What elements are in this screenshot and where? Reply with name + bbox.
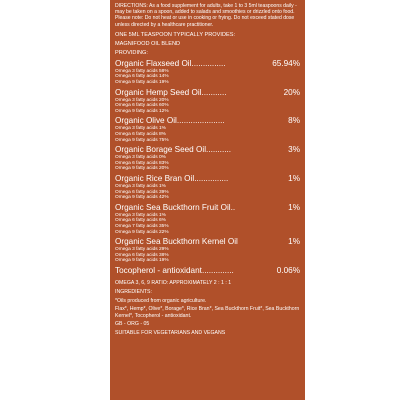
omega-breakdown-line: Omega 7 fatty acids 35%: [115, 223, 169, 229]
oil-entry: [115, 116, 300, 143]
omega-breakdown-line: Omega 6 fatty acids 38%: [115, 252, 169, 258]
oil-leader-dots: ...........: [206, 145, 232, 155]
oil-row: [115, 266, 300, 276]
omega-breakdown-line: Omega 9 fatty acids 75%: [115, 137, 169, 143]
oil-name: Organic Olive Oil: [115, 116, 177, 126]
ingredients-note: *Oils produced from organic agriculture.: [115, 297, 207, 304]
oil-row: [115, 116, 300, 126]
omega-breakdown-line: Omega 3 fatty acids 1%: [115, 212, 166, 218]
oil-entry: [115, 88, 300, 115]
oil-leader-dots: ..............: [201, 265, 234, 275]
oil-entry: [115, 145, 300, 172]
omega-breakdown-line: Omega 6 fatty acids 83%: [115, 160, 169, 166]
omega-breakdown-line: Omega 9 fatty acids 19%: [115, 80, 169, 85]
oil-name: Organic Sea Buckthorn Kernel Oil: [115, 237, 238, 247]
omega-breakdown-line: Omega 9 fatty acids 20%: [115, 166, 169, 172]
omega-breakdown-line: Omega 3 fatty acids 1%: [115, 183, 166, 189]
oil-row: [115, 174, 300, 184]
oil-percentage: 3%: [288, 145, 300, 155]
oil-leader-dots: ...............: [194, 173, 229, 183]
oil-name: Organic Rice Bran Oil: [115, 173, 195, 183]
oil-percentage: 0.06%: [276, 265, 300, 275]
omega-breakdown-line: Omega 6 fatty acids 39%: [115, 189, 169, 195]
omega-breakdown-line: Omega 9 fatty acids 42%: [115, 195, 169, 201]
oil-entry: [115, 59, 300, 86]
oil-entry: [115, 174, 300, 201]
directions-text: DIRECTIONS: As a food supplement for adults, take 1 to 3 5ml teaspoons daily - may be taken on a spoon, added to salads and smoothies or drizzled onto food. Please note: Do not heat or use in cooking or frying. Do not exceed stated dose unless directed by a healthcare practitioner.: [115, 3, 297, 28]
omega-breakdown-line: Omega 9 fatty acids 19%: [115, 258, 169, 264]
omega-breakdown-line: Omega 3 fatty acids 29%: [115, 247, 169, 253]
ingredients-list: Flax*, Hemp*, Olive*, Borage*, Rice Bran*, Sea Buckthorn Fruit*, Sea Buckthorn Kernel*, Tocopherol - antioxidant.: [115, 306, 300, 319]
omega-breakdown-line: Omega 3 fatty acids 20%: [115, 97, 169, 103]
oil-name: Organic Borage Seed Oil: [115, 145, 207, 155]
oil-entry: [115, 203, 300, 235]
oil-row: [115, 203, 300, 213]
omega-breakdown-line: Omega 3 fatty acids 0%: [115, 155, 166, 161]
certification-code: GB - ORG - 05: [115, 321, 150, 328]
oil-row: [115, 237, 300, 247]
omega-breakdown-line: Omega 6 fatty acids 6%: [115, 218, 166, 224]
oil-percentage: 1%: [288, 173, 300, 183]
oil-percentage: 8%: [288, 116, 300, 126]
oil-row: [115, 59, 300, 69]
suitability-statement: SUITABLE FOR VEGETARIANS AND VEGANS: [115, 329, 226, 336]
oil-percentage: 1%: [288, 237, 300, 247]
oil-percentage: 65.94%: [272, 58, 300, 68]
oil-entry: [115, 266, 300, 276]
oil-name: Organic Sea Buckthorn Fruit Oil: [115, 202, 231, 212]
omega-breakdown-line: Omega 9 fatty acids 12%: [115, 108, 169, 114]
oil-leader-dots: ...............: [191, 58, 226, 68]
oil-leader-dots: ..: [230, 202, 236, 212]
oil-row: [115, 145, 300, 155]
product-label-panel: [110, 0, 305, 400]
oil-leader-dots: .....................: [176, 116, 225, 126]
providing-label: PROVIDING:: [115, 49, 148, 56]
omega-breakdown-line: Omega 6 fatty acids 8%: [115, 131, 166, 137]
omega-breakdown-line: Omega 3 fatty acids 1%: [115, 126, 166, 132]
ingredients-title: INGREDIENTS:: [115, 289, 152, 296]
oil-name: Organic Hemp Seed Oil: [115, 87, 202, 97]
omega-breakdown-line: Omega 3 fatty acids 58%: [115, 68, 169, 74]
oil-percentage: 20%: [283, 87, 300, 97]
omega-ratio: OMEGA 3, 6, 9 RATIO: APPROXIMATELY 2 : 1 : 1: [115, 279, 232, 286]
oil-row: [115, 88, 300, 98]
omega-breakdown-line: Omega 6 fatty acids 14%: [115, 74, 169, 80]
omega-breakdown-line: Omega 9 fatty acids 22%: [115, 229, 169, 235]
oil-percentage: 1%: [288, 202, 300, 212]
serving-title: ONE 5ML TEASPOON TYPICALLY PROVIDES:: [115, 31, 235, 38]
oil-name: Tocopherol - antioxidant: [115, 265, 202, 275]
omega-breakdown-line: Omega 6 fatty acids 60%: [115, 103, 169, 109]
oil-entry: [115, 237, 300, 264]
oil-leader-dots: ...........: [201, 87, 227, 97]
blend-name: MAGNIFOOD OIL BLEND: [115, 40, 181, 47]
oil-name: Organic Flaxseed Oil: [115, 58, 192, 68]
oil-list: [115, 59, 300, 276]
